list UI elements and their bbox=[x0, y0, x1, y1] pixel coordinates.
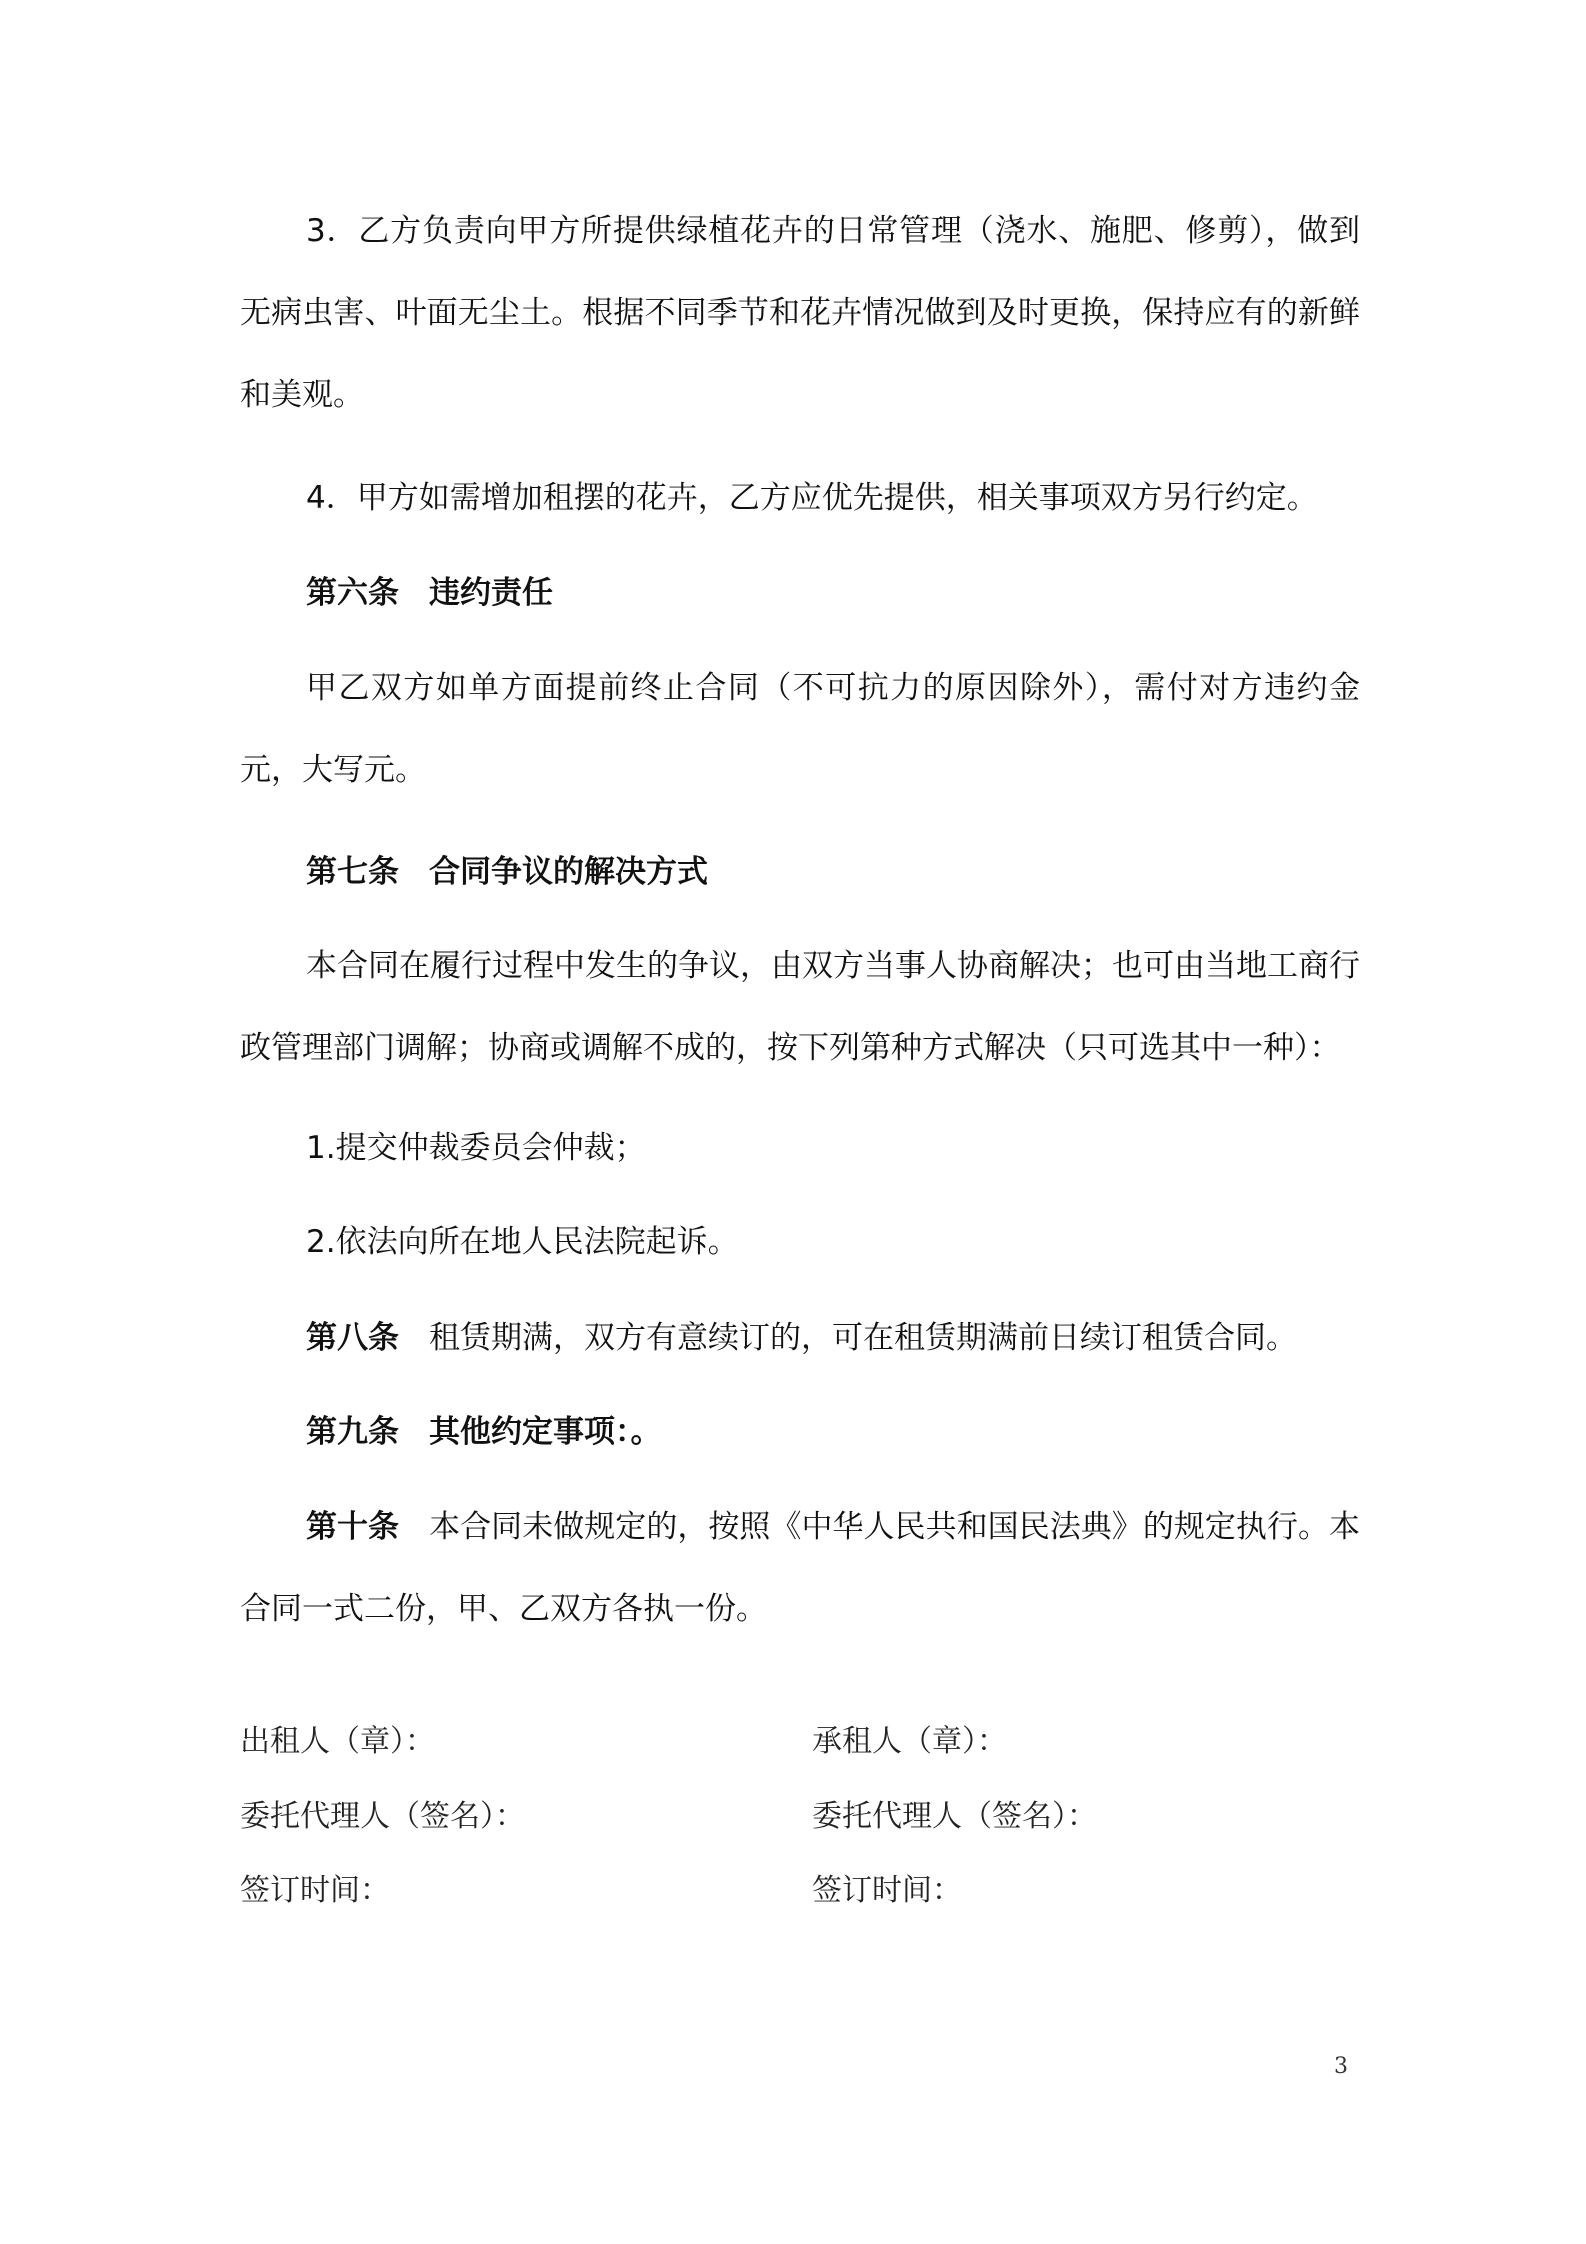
article-10-body: 本合同未做规定的，按照《中华人民共和国民法典》的规定执行。本合同一式二份，甲、乙双方各执一份。 bbox=[240, 1509, 1360, 1627]
lessor-date-label: 签订时间： bbox=[240, 1873, 390, 1908]
article-10-block bbox=[240, 1486, 1360, 1650]
article-7-number: 第七条 bbox=[306, 854, 399, 890]
article-7-option-1: 1.提交仲裁委员会仲裁； bbox=[306, 1130, 646, 1166]
lessee-agent-label: 委托代理人（签名）： bbox=[812, 1799, 1097, 1834]
article-8-heading bbox=[306, 1318, 1297, 1358]
article-9-heading bbox=[306, 1412, 662, 1452]
lessor-seal-label: 出租人（章）： bbox=[240, 1724, 435, 1759]
page-number: 3 bbox=[1334, 2054, 1348, 2079]
article-6-heading bbox=[306, 573, 553, 613]
article-10-number: 第十条 bbox=[306, 1509, 400, 1545]
clause-5-item-3: 3．乙方负责向甲方所提供绿植花卉的日常管理（浇水、施肥、修剪），做到无病虫害、叶面无尘土。根据不同季节和花卉情况做到及时更换，保持应有的新鲜和美观。 bbox=[240, 213, 1360, 413]
article-7-title: 合同争议的解决方式 bbox=[429, 854, 708, 890]
article-6-number: 第六条 bbox=[306, 575, 399, 611]
article-8-body: 租赁期满，双方有意续订的，可在租赁期满前日续订租赁合同。 bbox=[429, 1320, 1297, 1356]
article-9-body: 其他约定事项：。 bbox=[429, 1414, 662, 1450]
lessee-date-label: 签订时间： bbox=[812, 1873, 962, 1908]
article-9-number: 第九条 bbox=[306, 1414, 399, 1450]
article-7-heading bbox=[306, 852, 708, 892]
article-7-body: 本合同在履行过程中发生的争议，由双方当事人协商解决；也可由当地工商行政管理部门调解；协商或调解不成的，按下列第种方式解决（只可选其中一种）： bbox=[240, 948, 1360, 1066]
clause-5-item-4: 4．甲方如需增加租摆的花卉，乙方应优先提供，相关事项双方另行约定。 bbox=[306, 480, 1318, 516]
article-8-number: 第八条 bbox=[306, 1320, 399, 1356]
article-7-option-2: 2.依法向所在地人民法院起诉。 bbox=[306, 1224, 739, 1260]
lessee-seal-label: 承租人（章）： bbox=[812, 1724, 1007, 1759]
article-6-title: 违约责任 bbox=[429, 575, 553, 611]
article-6-body: 甲乙双方如单方面提前终止合同（不可抗力的原因除外），需付对方违约金元，大写元。 bbox=[240, 670, 1360, 788]
lessor-agent-label: 委托代理人（签名）： bbox=[240, 1799, 525, 1834]
